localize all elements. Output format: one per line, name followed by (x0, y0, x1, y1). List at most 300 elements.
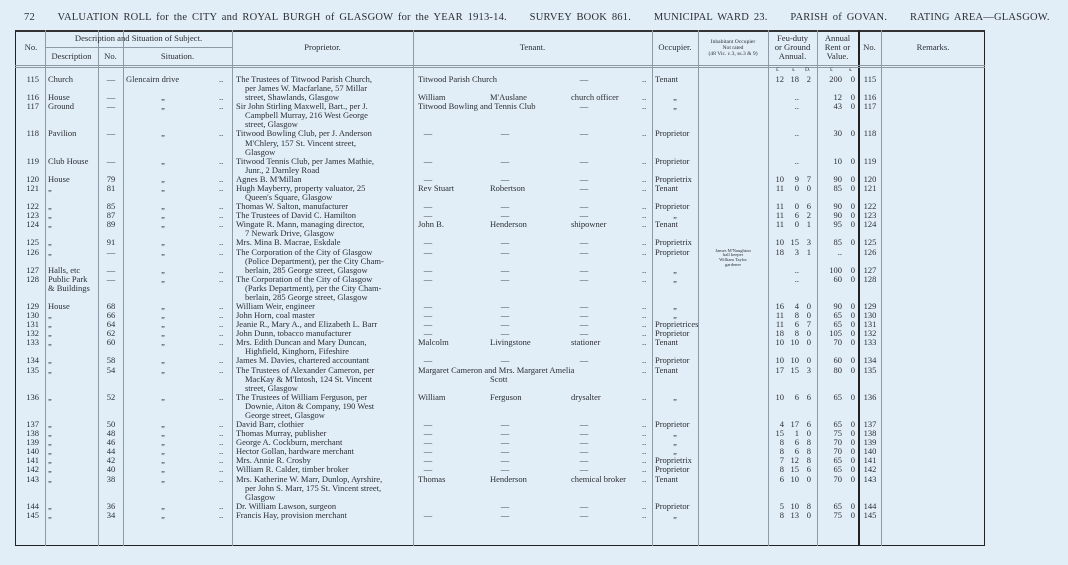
feu-unit-pence: D. (805, 67, 811, 73)
col-sub-no: No. (104, 51, 117, 61)
row-tenant-surname: — (500, 355, 510, 366)
row-occupier: „ (673, 264, 677, 275)
row-annual-pounds: 70 (833, 337, 842, 348)
row-sub-number: 38 (106, 473, 116, 484)
row-feu-pence: 8 (806, 446, 811, 457)
row-number: 129 (26, 301, 39, 311)
column-rule (123, 30, 124, 546)
row-annual-pounds: .. (837, 246, 842, 257)
row-proprietor: Thomas Murray, publisher (236, 428, 327, 439)
row-proprietor: George street, Glasgow (245, 409, 325, 420)
row-tenant-surname: — (500, 246, 510, 257)
row-annual-pounds: 90 (833, 210, 842, 221)
row-feu-pounds: 8 (779, 464, 784, 475)
row-feu-pounds: 10 (775, 391, 784, 402)
row-proprietor: berlain, 285 George street, Glasgow (245, 291, 368, 302)
row-situation: „ (161, 355, 165, 366)
row-situation: „ (161, 128, 165, 139)
row-number: 132 (26, 328, 39, 339)
row-proprietor: Agnes B. M'Millan (236, 173, 302, 184)
row-annual-shillings: 0 (850, 500, 855, 511)
row-occupier: Proprietor (655, 464, 690, 475)
row-feu-pounds: 7 (779, 455, 784, 466)
row-sub-number: 66 (106, 310, 116, 321)
row-tenant-first: William (418, 92, 446, 103)
row-tenant-surname: Henderson (490, 473, 527, 484)
row-annual-pounds: 105 (829, 328, 842, 339)
row-occupier: Tenant (655, 74, 679, 84)
row-feu-shillings: .. (794, 128, 799, 139)
row-tenant-dots: .. (642, 464, 647, 475)
row-situation-dots: .. (219, 301, 224, 311)
row-tenant-first: William (418, 391, 446, 402)
row-proprietor: The Corporation of the City of Glasgow (236, 273, 373, 284)
row-occupier: Proprietor (655, 500, 690, 511)
row-number-right: 139 (863, 437, 877, 448)
row-situation: „ (161, 473, 165, 484)
row-annual-shillings: 0 (850, 364, 855, 375)
row-sub-number: 36 (106, 500, 116, 511)
row-tenant-first: — (423, 155, 433, 166)
row-number-right: 142 (863, 464, 877, 475)
row-annual-shillings: 0 (850, 464, 855, 475)
row-number: 117 (26, 101, 39, 112)
row-number: 145 (26, 509, 39, 520)
row-tenant-dots: .. (642, 74, 647, 84)
row-feu-pounds: 11 (775, 219, 784, 230)
row-description: & Buildings (48, 282, 90, 293)
row-situation: „ (161, 101, 165, 112)
row-feu-pence: 1 (806, 246, 811, 257)
row-proprietor: Thomas W. Salton, manufacturer (236, 201, 349, 212)
row-situation-dots: .. (219, 500, 224, 511)
row-annual-shillings: 0 (850, 74, 855, 84)
row-situation: „ (161, 437, 165, 448)
row-feu-pence: 2 (806, 74, 811, 84)
annual-unit-pounds: £ (830, 67, 833, 73)
row-occupier: Proprietor (655, 246, 690, 257)
row-description: „ (48, 473, 52, 484)
row-number-right: 131 (863, 319, 877, 330)
row-occupier: Proprietrix (655, 173, 692, 184)
row-proprietor: Mrs. Katherine W. Marr, Dunlop, Ayrshire, (236, 473, 383, 484)
row-description: „ (48, 437, 52, 448)
row-annual-shillings: 0 (850, 355, 855, 366)
row-tenant-occupation: — (579, 155, 589, 166)
row-annual-shillings: 0 (850, 182, 855, 193)
row-occupier: Proprietor (655, 355, 690, 366)
row-occupier: „ (673, 92, 677, 103)
row-feu-pence: 6 (806, 201, 811, 212)
row-tenant-occupation: — (579, 419, 589, 430)
row-feu-pence: 7 (806, 173, 811, 184)
row-tenant-occupation: — (579, 273, 589, 284)
row-feu-pence: 0 (806, 473, 811, 484)
row-feu-pounds: 15 (775, 428, 784, 439)
row-feu-shillings: 13 (790, 509, 799, 520)
row-number-right: 137 (863, 419, 877, 430)
row-proprietor: Glasgow (245, 146, 276, 157)
row-feu-pounds: 11 (775, 319, 784, 330)
row-tenant-first: — (423, 419, 433, 430)
row-situation-dots: .. (219, 173, 224, 184)
row-feu-shillings: 10 (790, 500, 799, 511)
row-feu-shillings: 0 (794, 201, 799, 212)
row-occupier: „ (673, 101, 677, 112)
col-annual-line: Value. (826, 51, 849, 61)
inhabitant-line: gardener (724, 261, 742, 267)
row-tenant-dots: .. (642, 101, 647, 112)
row-tenant-dots: .. (642, 446, 647, 457)
row-feu-pence: 2 (806, 210, 811, 221)
row-annual-shillings: 0 (850, 428, 855, 439)
row-feu-pounds: 5 (779, 500, 784, 511)
row-feu-shillings: 15 (790, 364, 799, 375)
row-number: 140 (26, 446, 39, 457)
row-number: 136 (26, 391, 39, 402)
row-proprietor: Junr., 2 Darnley Road (245, 164, 320, 175)
row-feu-shillings: 6 (794, 437, 799, 448)
row-proprietor: Titwood Tennis Club, per James Mathie, (236, 155, 375, 166)
inhabitant-line: William Taylor (719, 257, 747, 263)
row-number: 120 (26, 173, 39, 184)
row-annual-pounds: 60 (833, 273, 842, 284)
row-annual-pounds: 70 (833, 437, 842, 448)
row-annual-pounds: 80 (833, 364, 842, 375)
row-sub-number: — (106, 101, 116, 112)
row-annual-pounds: 75 (833, 428, 842, 439)
row-tenant-surname: — (500, 301, 510, 311)
row-description: „ (48, 210, 52, 221)
row-tenant-first: — (423, 437, 433, 448)
row-situation-dots: .. (219, 446, 224, 457)
row-situation-dots: .. (219, 74, 224, 84)
row-feu-shillings: 8 (794, 328, 799, 339)
row-annual-shillings: 0 (850, 437, 855, 448)
row-occupier: Proprietor (655, 328, 690, 339)
row-proprietor: Titwood Bowling Club, per J. Anderson (236, 128, 372, 139)
row-tenant-first: — (423, 301, 433, 311)
row-situation-dots: .. (219, 237, 224, 248)
row-feu-pence: 8 (806, 437, 811, 448)
row-feu-pence: 8 (806, 455, 811, 466)
row-tenant: Margaret Cameron and Mrs. Margaret Amelia (418, 364, 575, 375)
col-feu-duty (768, 34, 817, 61)
row-situation-dots: .. (219, 364, 224, 375)
row-proprietor: Highfield, Kinghorn, Fifeshire (245, 346, 349, 357)
col-occupier: Occupier. (658, 42, 692, 52)
row-feu-pounds: 10 (775, 173, 784, 184)
row-tenant-dots: .. (642, 92, 647, 103)
row-annual-pounds: 65 (833, 455, 842, 466)
survey-book: SURVEY BOOK 861. (529, 12, 632, 23)
row-feu-pounds: 18 (775, 328, 784, 339)
row-tenant-first: Malcolm (418, 337, 449, 348)
row-annual-shillings: 0 (850, 473, 855, 484)
row-tenant-surname: — (500, 264, 510, 275)
row-tenant-dots: .. (642, 273, 647, 284)
row-situation-dots: .. (219, 337, 224, 348)
row-proprietor: M'Chlery, 157 St. Vincent street, (245, 137, 357, 148)
row-proprietor: Wingate R. Mann, managing director, (236, 219, 365, 230)
row-situation-dots: .. (219, 182, 224, 193)
row-situation: „ (161, 446, 165, 457)
column-rule (698, 30, 699, 546)
row-number-right: 126 (863, 246, 877, 257)
row-occupier: Proprietor (655, 155, 690, 166)
row-tenant-occupation: — (579, 301, 589, 311)
row-annual-shillings: 0 (850, 92, 855, 103)
row-tenant-surname: — (500, 437, 510, 448)
row-tenant-dots: .. (642, 155, 647, 166)
row-feu-shillings: 4 (794, 301, 799, 311)
row-occupier: „ (673, 301, 677, 311)
inhabitant-line: hall keeper (722, 252, 744, 258)
row-situation: „ (161, 509, 165, 520)
row-annual-pounds: 43 (833, 101, 842, 112)
row-tenant-first: Rev Stuart (418, 182, 455, 193)
row-situation: „ (161, 273, 165, 284)
row-situation: „ (161, 310, 165, 321)
row-situation: „ (161, 246, 165, 257)
row-tenant-surname: — (500, 210, 510, 221)
row-situation-dots: .. (219, 92, 224, 103)
row-feu-shillings: 6 (794, 319, 799, 330)
row-description: „ (48, 201, 52, 212)
row-situation: „ (161, 155, 165, 166)
row-number-right: 135 (863, 364, 877, 375)
row-situation-dots: .. (219, 437, 224, 448)
row-number-right: 130 (863, 310, 877, 321)
row-annual-pounds: 65 (833, 419, 842, 430)
row-tenant-occupation: — (579, 237, 589, 248)
row-proprietor: Jeanie R., Mary A., and Elizabeth L. Barr (236, 319, 378, 330)
col-annual-line: Annual (824, 33, 851, 43)
row-feu-pounds: 11 (775, 310, 784, 321)
row-proprietor: The Trustees of David C. Hamilton (236, 210, 356, 221)
row-number-right: 134 (863, 355, 877, 366)
row-feu-pounds: 11 (775, 210, 784, 221)
row-tenant-surname: — (500, 446, 510, 457)
row-inhabitant-occupier (700, 249, 766, 268)
row-feu-pence: 0 (806, 328, 811, 339)
row-feu-pounds: 10 (775, 355, 784, 366)
row-annual-shillings: 0 (850, 273, 855, 284)
row-sub-number: 64 (106, 319, 116, 330)
row-sub-number: 52 (106, 391, 116, 402)
column-rule (45, 30, 46, 546)
row-proprietor: The Trustees of Alexander Cameron, per (236, 364, 375, 375)
row-situation-dots: .. (219, 246, 224, 257)
row-proprietor: David Barr, clothier (236, 419, 304, 430)
row-occupier: „ (673, 446, 677, 457)
row-annual-shillings: 0 (850, 446, 855, 457)
row-sub-number: 89 (106, 219, 116, 230)
row-tenant-surname: — (500, 237, 510, 248)
row-tenant-first: — (423, 210, 433, 221)
row-annual-shillings: 0 (850, 310, 855, 321)
row-tenant-occupation: — (579, 319, 589, 330)
row-number: 133 (26, 337, 39, 348)
row-annual-shillings: 0 (850, 301, 855, 311)
row-tenant-occupation: — (579, 355, 589, 366)
row-tenant-first: — (423, 428, 433, 439)
row-tenant-occupation: — (579, 455, 589, 466)
row-feu-shillings: .. (794, 101, 799, 112)
row-annual-pounds: 10 (833, 155, 842, 166)
row-tenant-occupation: — (579, 201, 589, 212)
row-tenant-first: — (423, 355, 433, 366)
row-number-right: 133 (863, 337, 877, 348)
row-situation-dots: .. (219, 473, 224, 484)
col-feu-line: or Ground (774, 42, 811, 52)
header-rule (45, 47, 232, 48)
row-feu-shillings: 6 (794, 210, 799, 221)
feu-unit-pounds: £ (776, 67, 779, 73)
row-situation: „ (161, 428, 165, 439)
row-feu-shillings: 10 (790, 355, 799, 366)
row-feu-pence: 7 (806, 319, 811, 330)
row-occupier: Proprietrix (655, 237, 692, 248)
row-proprietor: The Trustees of Titwood Parish Church, (236, 74, 373, 84)
row-annual-shillings: 0 (850, 219, 855, 230)
row-occupier: Proprietor (655, 419, 690, 430)
row-feu-shillings: .. (794, 264, 799, 275)
row-tenant-occupation: chemical broker (571, 473, 626, 484)
row-feu-pounds: 12 (775, 74, 784, 84)
row-feu-pounds: 6 (779, 473, 784, 484)
row-feu-pounds: 11 (775, 201, 784, 212)
row-tenant-occupation: — (579, 437, 589, 448)
row-number: 134 (26, 355, 39, 366)
row-feu-pence: 0 (806, 301, 811, 311)
row-tenant-occupation: — (579, 264, 589, 275)
row-tenant-first: — (423, 128, 433, 139)
row-number: 142 (26, 464, 39, 475)
row-feu-pounds: 10 (775, 237, 784, 248)
row-situation-dots: .. (219, 273, 224, 284)
row-tenant-surname: — (500, 455, 510, 466)
row-description: „ (48, 464, 52, 475)
row-situation-dots: .. (219, 464, 224, 475)
row-proprietor: Mrs. Edith Duncan and Mary Duncan, (236, 337, 367, 348)
row-number: 141 (26, 455, 39, 466)
row-annual-shillings: 0 (850, 128, 855, 139)
row-sub-number: 81 (106, 182, 116, 193)
row-sub-number: 42 (106, 455, 116, 466)
row-description: Club House (48, 155, 89, 166)
col-proprietor: Proprietor. (304, 42, 341, 52)
row-tenant-occupation: — (579, 246, 589, 257)
row-tenant-dots: .. (642, 128, 647, 139)
row-tenant-first: — (423, 246, 433, 257)
row-situation-dots: .. (219, 155, 224, 166)
row-number-right: 144 (863, 500, 877, 511)
row-proprietor: Campbell Murray, 216 West George (245, 110, 368, 121)
row-tenant-first: — (423, 264, 433, 275)
row-occupier: Tenant (655, 219, 679, 230)
col-no-right: No. (863, 42, 876, 52)
row-number: 144 (26, 500, 39, 511)
row-description: „ (48, 364, 52, 375)
row-tenant-dots: .. (642, 173, 647, 184)
row-situation-dots: .. (219, 509, 224, 520)
row-description: Ground (48, 101, 74, 112)
row-description: „ (48, 455, 52, 466)
row-annual-shillings: 0 (850, 155, 855, 166)
row-description: „ (48, 446, 52, 457)
row-number-right: 122 (863, 201, 877, 212)
row-tenant-first: — (423, 273, 433, 284)
row-tenant-first: — (423, 464, 433, 475)
row-feu-shillings: 0 (794, 182, 799, 193)
row-feu-pence: 6 (806, 464, 811, 475)
row-tenant-surname: — (500, 201, 510, 212)
col-feu-line: Annual. (778, 51, 807, 61)
row-occupier: „ (673, 273, 677, 284)
row-situation: „ (161, 391, 165, 402)
row-tenant-dots: .. (642, 328, 647, 339)
row-tenant-dots: .. (642, 364, 647, 375)
row-number: 137 (26, 419, 39, 430)
row-number-right: 127 (863, 264, 877, 275)
row-feu-pounds: 11 (775, 182, 784, 193)
row-tenant-occupation: shipowner (571, 219, 607, 230)
row-feu-shillings: 9 (794, 173, 799, 184)
row-proprietor: William Weir, engineer (236, 301, 315, 311)
row-occupier: „ (673, 391, 677, 402)
row-tenant-occupation: drysalter (571, 391, 601, 402)
row-situation: „ (161, 319, 165, 330)
row-description: House (48, 301, 70, 311)
row-situation: „ (161, 201, 165, 212)
row-annual-shillings: 0 (850, 509, 855, 520)
row-proprietor: Dr. William Lawson, surgeon (236, 500, 337, 511)
row-tenant-first: — (423, 201, 433, 212)
row-sub-number: — (106, 273, 116, 284)
row-sub-number: 58 (106, 355, 116, 366)
row-situation: „ (161, 464, 165, 475)
col-situation: Situation. (160, 51, 195, 61)
row-occupier: Tenant (655, 473, 679, 484)
row-tenant-occupation: — (579, 500, 589, 511)
feu-unit-shillings: s. (792, 67, 796, 73)
row-tenant-occupation: — (579, 74, 589, 84)
col-inhabitant (698, 39, 768, 57)
row-number-right: 125 (863, 237, 877, 248)
row-tenant-surname: — (500, 464, 510, 475)
col-desc-group: Description and Situation of Subject. (74, 33, 203, 43)
row-number-right: 143 (863, 473, 877, 484)
row-occupier: Tenant (655, 337, 679, 348)
row-annual-pounds: 200 (829, 74, 842, 84)
row-sub-number: 91 (106, 237, 116, 248)
row-feu-pence: 0 (806, 428, 811, 439)
row-tenant-occupation: — (579, 328, 589, 339)
row-feu-shillings: .. (794, 273, 799, 284)
row-tenant-occupation: — (579, 428, 589, 439)
row-tenant-occupation: — (579, 101, 589, 112)
row-sub-number: 60 (106, 337, 116, 348)
row-description: „ (48, 219, 52, 230)
row-proprietor: (Parks Department), per the City Cham- (245, 282, 382, 293)
row-situation: „ (161, 364, 165, 375)
row-sub-number: 85 (106, 201, 116, 212)
row-feu-shillings: 8 (794, 310, 799, 321)
row-tenant-dots: .. (642, 301, 647, 311)
row-feu-pence: 6 (806, 391, 811, 402)
row-tenant-dots: .. (642, 455, 647, 466)
